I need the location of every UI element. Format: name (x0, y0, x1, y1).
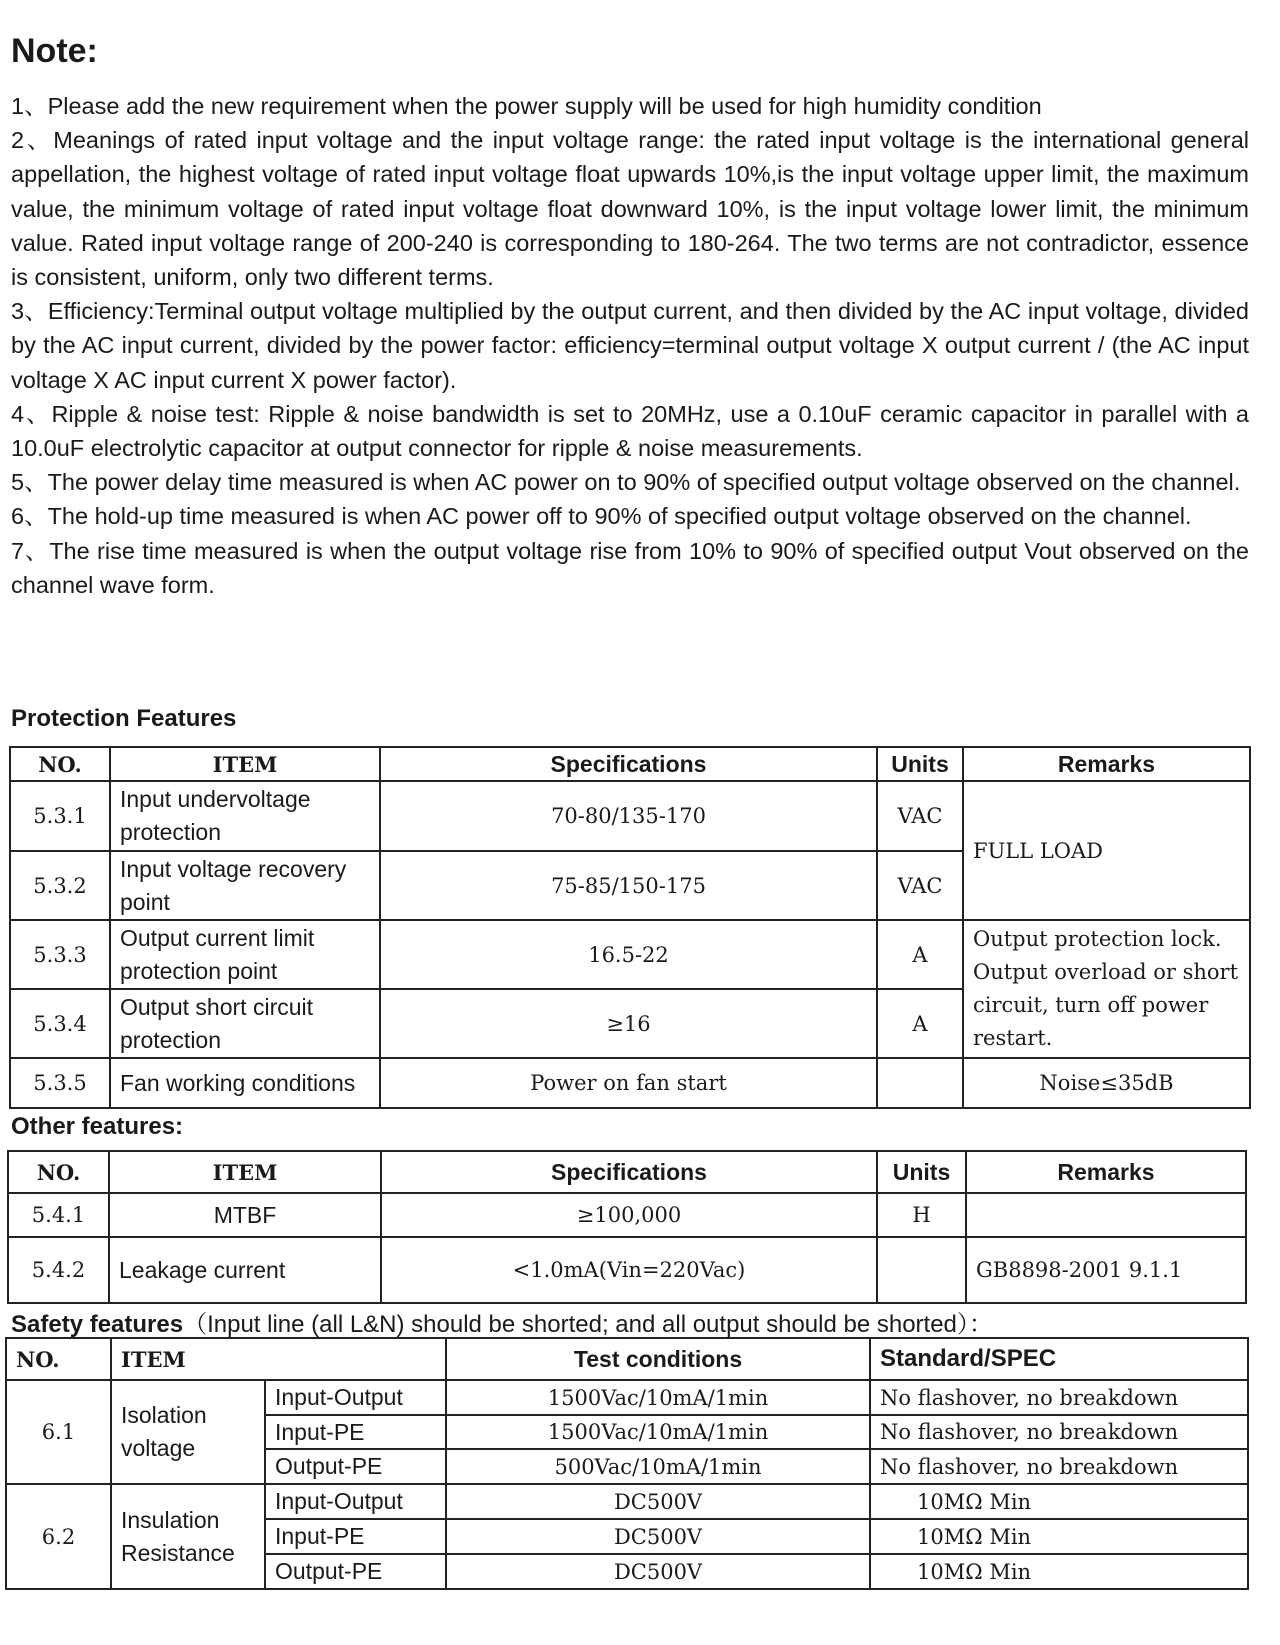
cell-sub-item: Input-PE (265, 1415, 446, 1449)
header-specifications: Specifications (381, 1151, 877, 1193)
table-row (8, 1193, 1246, 1237)
protection-table (9, 746, 1251, 1109)
cell-remarks: GB8898-2001 9.1.1 (966, 1237, 1246, 1303)
cell-remarks: FULL LOAD (963, 781, 1250, 920)
table-row (10, 781, 1250, 851)
cell-units: A (877, 920, 963, 989)
note-title: Note: (11, 32, 98, 70)
cell-units: A (877, 989, 963, 1058)
cell-spec: ≥100,000 (381, 1193, 877, 1237)
cell-test-condition: 500Vac/10mA/1min (446, 1449, 870, 1484)
cell-standard: 10MΩ Min (870, 1484, 1248, 1519)
cell-spec: 70-80/135-170 (380, 781, 877, 851)
cell-no: 6.2 (6, 1484, 111, 1589)
table-row (6, 1484, 1248, 1519)
cell-standard: No flashover, no breakdown (870, 1449, 1248, 1484)
table-header-row (8, 1151, 1246, 1193)
cell-item: Insulation Resistance (111, 1484, 265, 1589)
header-item: ITEM (109, 1151, 381, 1193)
cell-no: 5.3.1 (10, 781, 110, 851)
cell-standard: No flashover, no breakdown (870, 1415, 1248, 1449)
cell-sub-item: Input-PE (265, 1519, 446, 1554)
note-item: 1、Please add the new requirement when the power supply will be used for high humidity condition (11, 93, 1042, 119)
cell-spec: Power on fan start (380, 1058, 877, 1108)
table-header-row (10, 747, 1250, 781)
cell-no: 5.3.2 (10, 851, 110, 920)
cell-test-condition: 1500Vac/10mA/1min (446, 1380, 870, 1415)
safety-title-note: （Input line (all L&N) should be shorted; and all output should be shorted）： (183, 1311, 993, 1338)
table-header-row (6, 1338, 1248, 1380)
cell-no: 5.3.3 (10, 920, 110, 989)
note-item: 7、The rise time measured is when the output voltage rise from 10% to 90% of specified output Vout observed on the channel wave form. (11, 537, 1249, 598)
cell-units (877, 1058, 963, 1108)
note-item: 2、Meanings of rated input voltage and the input voltage range: the rated input voltage is the international general appellation, the highest voltage of rated input voltage float upwards 10%,is the input voltage upper limit, the maximum value, the minimum voltage of rated input voltage float downward 10%, is the input voltage lower limit, the minimum value. Rated input voltage range of 200-240 is corresponding to 180-264. The two terms are not contradictor, essence is consistent, uniform, only two different terms. (11, 127, 1249, 291)
cell-sub-item: Input-Output (265, 1484, 446, 1519)
header-units: Units (877, 747, 963, 781)
table-row (10, 1058, 1250, 1108)
header-remarks: Remarks (966, 1151, 1246, 1193)
header-no: NO. (10, 747, 110, 781)
safety-title-label: Safety features (11, 1311, 184, 1338)
cell-units: H (877, 1193, 966, 1237)
cell-no: 5.4.2 (8, 1237, 109, 1303)
cell-item: Isolation voltage (111, 1380, 265, 1484)
cell-spec: 16.5-22 (380, 920, 877, 989)
cell-standard: No flashover, no breakdown (870, 1380, 1248, 1415)
header-units: Units (877, 1151, 966, 1193)
cell-item: Leakage current (109, 1237, 381, 1303)
header-no: NO. (8, 1151, 109, 1193)
protection-title: Protection Features (11, 705, 237, 732)
header-item: ITEM (110, 747, 380, 781)
cell-sub-item: Output-PE (265, 1554, 446, 1589)
note-item: 5、The power delay time measured is when AC power on to 90% of specified output voltage observed on the channel. (11, 469, 1241, 496)
note-list (11, 89, 1249, 602)
note-item: 6、The hold-up time measured is when AC power off to 90% of specified output voltage observed on the channel. (11, 503, 1192, 530)
cell-remarks (966, 1193, 1246, 1237)
table-row (8, 1237, 1246, 1303)
cell-spec: <1.0mA(Vin=220Vac) (381, 1237, 877, 1303)
cell-item: Output current limit protection point (110, 920, 380, 989)
header-test-conditions: Test conditions (446, 1338, 870, 1380)
cell-test-condition: 1500Vac/10mA/1min (446, 1415, 870, 1449)
cell-item: Input undervoltage protection (110, 781, 380, 851)
other-features-title: Other features: (11, 1113, 184, 1140)
cell-test-condition: DC500V (446, 1484, 870, 1519)
cell-item: MTBF (109, 1193, 381, 1237)
cell-spec: ≥16 (380, 989, 877, 1058)
cell-sub-item: Input-Output (265, 1380, 446, 1415)
cell-spec: 75-85/150-175 (380, 851, 877, 920)
cell-item: Fan working conditions (110, 1058, 380, 1108)
cell-no: 6.1 (6, 1380, 111, 1484)
cell-remarks: Output protection lock. Output overload or short circuit, turn off power restart. (963, 920, 1250, 1058)
table-row (6, 1380, 1248, 1415)
cell-no: 5.4.1 (8, 1193, 109, 1237)
cell-units: VAC (877, 781, 963, 851)
cell-no: 5.3.4 (10, 989, 110, 1058)
cell-test-condition: DC500V (446, 1519, 870, 1554)
header-specifications: Specifications (380, 747, 877, 781)
safety-features-title (11, 1304, 993, 1339)
cell-units: VAC (877, 851, 963, 920)
safety-features-table (5, 1337, 1249, 1590)
cell-no: 5.3.5 (10, 1058, 110, 1108)
note-item: 3、Efficiency:Terminal output voltage multiplied by the output current, and then divided by the AC input voltage, divided by the AC input current, divided by the power factor: efficiency=terminal output voltage X output current / (the AC input voltage X AC input current X power factor). (11, 298, 1249, 393)
table-row (10, 920, 1250, 989)
header-item: ITEM (111, 1338, 446, 1380)
cell-sub-item: Output-PE (265, 1449, 446, 1484)
header-no: NO. (6, 1338, 111, 1380)
cell-standard: 10MΩ Min (870, 1519, 1248, 1554)
cell-item: Output short circuit protection (110, 989, 380, 1058)
header-remarks: Remarks (963, 747, 1250, 781)
other-features-table (7, 1150, 1247, 1304)
note-item: 4、Ripple & noise test: Ripple & noise bandwidth is set to 20MHz, use a 0.10uF ceramic capacitor in parallel with a 10.0uF electrolytic capacitor at output connector for ripple & noise measurements. (11, 400, 1249, 462)
cell-standard: 10MΩ Min (870, 1554, 1248, 1589)
cell-test-condition: DC500V (446, 1554, 870, 1589)
header-standard-spec: Standard/SPEC (870, 1338, 1248, 1380)
cell-units (877, 1237, 966, 1303)
cell-remarks: Noise≤35dB (963, 1058, 1250, 1108)
cell-item: Input voltage recovery point (110, 851, 380, 920)
